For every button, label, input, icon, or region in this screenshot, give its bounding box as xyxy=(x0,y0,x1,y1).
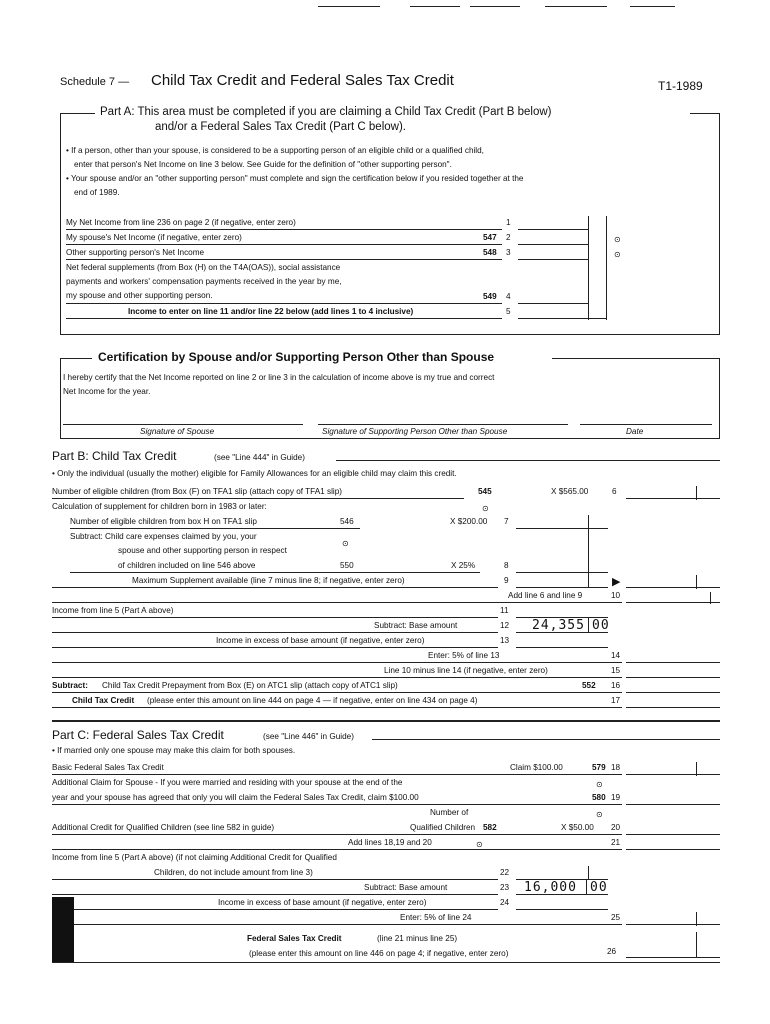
frame-line xyxy=(52,962,720,963)
circle-marker-icon: ⊙ xyxy=(614,235,621,244)
line-21-label: Add lines 18,19 and 20 xyxy=(348,838,432,847)
line-1-label: My Net Income from line 236 on page 2 (if negative, enter zero) xyxy=(66,218,296,227)
top-rule xyxy=(545,6,607,7)
line-2-number: 2 xyxy=(506,233,511,242)
line-12-cents: 00 xyxy=(592,618,610,633)
line-18-number: 18 xyxy=(611,763,621,772)
row-rule xyxy=(66,229,502,230)
line-2-field[interactable] xyxy=(518,244,588,245)
row-rule xyxy=(66,318,502,319)
line-11-label: Income from line 5 (Part A above) xyxy=(52,606,174,615)
row-rule xyxy=(52,632,498,633)
line-10-number: 10 xyxy=(611,591,621,600)
row-rule xyxy=(52,677,622,678)
supplement-label: Calculation of supplement for children born in 1983 or later: xyxy=(52,502,267,511)
line-17-title: Child Tax Credit xyxy=(72,696,135,705)
cents-divider xyxy=(588,866,589,880)
line-3-label: Other supporting person's Net Income xyxy=(66,248,205,257)
line-8-label: of children included on line 546 above xyxy=(118,561,256,570)
line-23-amount: 16,000 xyxy=(524,880,577,895)
frame-line xyxy=(336,460,720,461)
frame-line xyxy=(60,334,720,335)
cents-divider xyxy=(696,486,697,500)
line-19-number: 19 xyxy=(611,793,621,802)
schedule-number: Schedule 7 — xyxy=(60,76,130,88)
row-rule xyxy=(66,244,502,245)
cents-divider xyxy=(710,592,711,604)
part-b-heading: Part B: Child Tax Credit xyxy=(52,449,177,463)
line-8-code: 550 xyxy=(340,561,354,570)
part-b-note: (see "Line 444" in Guide) xyxy=(214,453,305,462)
part-c-note: (see "Line 446" in Guide) xyxy=(263,732,354,741)
line-1-number: 1 xyxy=(506,218,511,227)
row-rule xyxy=(516,894,608,895)
circle-marker-icon: ⊙ xyxy=(342,539,349,548)
part-a-bullet: enter that person's Net Income on line 3 below. See Guide for the definition of "other supporting person". xyxy=(74,160,452,169)
row-rule xyxy=(52,849,622,850)
line-20-field[interactable] xyxy=(626,834,720,835)
line-6-number: 6 xyxy=(612,487,617,496)
line-1-field[interactable] xyxy=(518,229,588,230)
line-25-number: 25 xyxy=(611,913,621,922)
line-15-field[interactable] xyxy=(626,677,720,678)
circle-marker-icon: ⊙ xyxy=(614,250,621,259)
line-25-field[interactable] xyxy=(626,924,720,925)
line-13-label: Income in excess of base amount (if negative, enter zero) xyxy=(216,636,425,645)
row-rule xyxy=(70,572,480,573)
cents-divider xyxy=(586,880,587,894)
line-4-label: Net federal supplements (from Box (H) on the T4A(OAS)), social assistance xyxy=(66,263,341,272)
row-rule xyxy=(66,303,502,304)
line-4-code: 549 xyxy=(483,292,497,301)
line-4-label: payments and workers' compensation payments received in the year by me, xyxy=(66,277,342,286)
line-5-label: Income to enter on line 11 and/or line 22 below (add lines 1 to 4 inclusive) xyxy=(128,307,414,316)
line-19-label: Additional Claim for Spouse - If you were married and residing with your spouse at the end of the xyxy=(52,778,403,787)
line-18-code: 579 xyxy=(592,763,606,772)
row-rule xyxy=(52,879,498,880)
line-9-label: Maximum Supplement available (line 7 minus line 8; if negative, enter zero) xyxy=(132,576,405,585)
line-2-label: My spouse's Net Income (if negative, enter zero) xyxy=(66,233,242,242)
line-16-subtract: Subtract: xyxy=(52,681,88,690)
date-field[interactable] xyxy=(580,424,712,425)
row-rule xyxy=(52,617,498,618)
row-rule xyxy=(52,924,622,925)
line-7-rate: X $200.00 xyxy=(450,517,488,526)
line-20-number: 20 xyxy=(611,823,621,832)
line-15-label: Line 10 minus line 14 (if negative, enter zero) xyxy=(384,666,548,675)
line-4-number: 4 xyxy=(506,292,511,301)
row-rule xyxy=(52,894,498,895)
certification-heading: Certification by Spouse and/or Supporting Person Other than Spouse xyxy=(98,350,495,364)
part-c-heading: Part C: Federal Sales Tax Credit xyxy=(52,728,224,742)
circle-marker-icon: ⊙ xyxy=(596,810,603,819)
line-26-instruction: (please enter this amount on line 446 on page 4; if negative, enter zero) xyxy=(249,949,509,958)
line-22-label: Children, do not include amount from line 3) xyxy=(154,868,313,877)
frame-line xyxy=(60,113,61,335)
line-26-number: 26 xyxy=(607,947,617,956)
black-margin-bar xyxy=(52,897,74,962)
row-rule xyxy=(52,587,498,588)
other-signature-field[interactable] xyxy=(318,424,568,425)
line-18-claim: Claim $100.00 xyxy=(510,763,563,772)
part-a-bullet: • If a person, other than your spouse, is considered to be a supporting person of an eligible child or a qualified child, xyxy=(66,146,484,155)
frame-line xyxy=(719,113,720,335)
certification-text: I hereby certify that the Net Income reported on line 2 or line 3 in the calculation of income above is my true and correct xyxy=(63,373,495,382)
line-14-label: Enter: 5% of line 13 xyxy=(428,651,500,660)
line-3-code: 548 xyxy=(483,248,497,257)
part-a-bullet: end of 1989. xyxy=(74,188,120,197)
line-24-field[interactable] xyxy=(516,909,608,910)
cents-divider xyxy=(696,575,697,589)
row-rule xyxy=(52,692,622,693)
line-17-label: (please enter this amount on line 444 on page 4 — if negative, enter on line 434 on page 4) xyxy=(147,696,478,705)
line-6-label: Number of eligible children (from Box (F) on TFA1 slip (attach copy of TFA1 slip) xyxy=(52,487,343,496)
line-21-field[interactable] xyxy=(626,849,720,850)
row-rule xyxy=(52,602,622,603)
line-11-number: 11 xyxy=(500,606,509,615)
line-13-field[interactable] xyxy=(516,647,608,648)
frame-line xyxy=(552,358,720,359)
frame-line xyxy=(60,358,92,359)
cents-divider xyxy=(696,932,697,958)
line-9-number: 9 xyxy=(504,576,509,585)
line-20-label: Additional Credit for Qualified Children (see line 582 in guide) xyxy=(52,823,275,832)
frame-line xyxy=(60,113,95,114)
spouse-signature-field[interactable] xyxy=(63,424,303,425)
frame-line xyxy=(719,358,720,438)
column-rule xyxy=(588,515,589,587)
line-7-label: Number of eligible children from box H on TFA1 slip xyxy=(70,517,257,526)
line-20-qualified: Qualified Children xyxy=(410,823,476,832)
line-19-label: year and your spouse has agreed that only you will claim the Federal Sales Tax Credit, claim $100.00 xyxy=(52,793,419,802)
row-rule xyxy=(516,632,608,633)
line-18-label: Basic Federal Sales Tax Credit xyxy=(52,763,164,772)
line-21-number: 21 xyxy=(611,838,621,847)
line-20-label-top: Number of xyxy=(430,808,469,817)
top-rule xyxy=(410,6,460,7)
line-4-field[interactable] xyxy=(518,303,588,304)
line-2-code: 547 xyxy=(483,233,497,242)
circle-marker-icon: ⊙ xyxy=(482,504,489,513)
row-rule xyxy=(52,647,498,648)
row-rule xyxy=(52,662,622,663)
line-6-rate: X $565.00 xyxy=(551,487,589,496)
spouse-signature-label: Signature of Spouse xyxy=(140,427,215,436)
line-13-number: 13 xyxy=(500,636,510,645)
cents-divider xyxy=(588,618,589,632)
frame-line xyxy=(60,358,61,438)
line-10-field[interactable] xyxy=(626,602,720,603)
line-20-code: 582 xyxy=(483,823,497,832)
line-19-field[interactable] xyxy=(626,804,720,805)
line-16-code: 552 xyxy=(582,681,596,690)
line-8-number: 8 xyxy=(504,561,509,570)
row-rule xyxy=(626,587,720,588)
cents-divider xyxy=(696,912,697,926)
line-20-rate: X $50.00 xyxy=(561,823,594,832)
line-7-code: 546 xyxy=(340,517,354,526)
line-5-number: 5 xyxy=(506,307,511,316)
line-14-number: 14 xyxy=(611,651,621,660)
line-16-field[interactable] xyxy=(626,692,720,693)
line-24-number: 24 xyxy=(500,898,510,907)
top-rule xyxy=(318,6,380,7)
line-17-number: 17 xyxy=(611,696,621,705)
line-18-field[interactable] xyxy=(626,774,720,775)
line-25-label: Enter: 5% of line 24 xyxy=(400,913,472,922)
column-rule xyxy=(606,216,607,320)
line-8-label: Subtract: Child care expenses claimed by you, your xyxy=(70,532,257,541)
top-rule xyxy=(470,6,520,7)
page-title: Child Tax Credit and Federal Sales Tax Credit xyxy=(151,72,454,89)
line-14-field[interactable] xyxy=(626,662,720,663)
line-16-number: 16 xyxy=(611,681,621,690)
row-rule xyxy=(52,834,622,835)
row-rule xyxy=(52,498,464,499)
line-3-number: 3 xyxy=(506,248,511,257)
date-label: Date xyxy=(626,427,644,436)
line-23-label: Subtract: Base amount xyxy=(364,883,448,892)
top-rule xyxy=(630,6,675,7)
part-a-bullet: • Your spouse and/or an "other supporting person" must complete and sign the certification below if you resided together at the xyxy=(66,174,524,183)
frame-line xyxy=(372,739,720,740)
row-rule xyxy=(52,774,622,775)
line-17-field[interactable] xyxy=(626,707,720,708)
part-a-heading-cont: and/or a Federal Sales Tax Credit (Part C below). xyxy=(155,121,406,133)
part-a-heading: Part A: This area must be completed if you are claiming a Child Tax Credit (Part B below) xyxy=(100,106,552,118)
line-26-label: (line 21 minus line 25) xyxy=(377,934,458,943)
line-10-label: Add line 6 and line 9 xyxy=(508,591,583,600)
line-23-cents: 00 xyxy=(590,880,608,895)
part-b-bullet: • Only the individual (usually the mother) eligible for Family Allowances for an eligible child may claim this credit. xyxy=(52,469,457,478)
line-19-code: 580 xyxy=(592,793,606,802)
line-7-number: 7 xyxy=(504,517,509,526)
cents-divider xyxy=(696,762,697,776)
line-16-label: Child Tax Credit Prepayment from Box (E) on ATC1 slip (attach copy of ATC1 slip) xyxy=(102,681,398,690)
frame-line xyxy=(690,113,720,114)
line-12-number: 12 xyxy=(500,621,510,630)
line-15-number: 15 xyxy=(611,666,621,675)
arrow-right-icon: ▶ xyxy=(612,576,621,588)
line-22-number: 22 xyxy=(500,868,510,877)
line-24-label: Income in excess of base amount (if negative, enter zero) xyxy=(218,898,427,907)
row-rule xyxy=(70,528,360,529)
line-7-field[interactable] xyxy=(516,528,608,529)
line-5-field[interactable] xyxy=(518,318,606,319)
section-divider xyxy=(52,720,720,722)
line-8-field[interactable] xyxy=(516,572,608,573)
line-8-label: spouse and other supporting person in respect xyxy=(118,546,287,555)
line-3-field[interactable] xyxy=(518,259,588,260)
column-rule xyxy=(588,216,589,320)
line-6-field[interactable] xyxy=(626,498,720,499)
certification-text: Net Income for the year. xyxy=(63,387,151,396)
row-rule xyxy=(52,909,498,910)
line-8-rate: X 25% xyxy=(451,561,476,570)
line-6-code: 545 xyxy=(478,487,492,496)
frame-line xyxy=(60,438,720,439)
other-signature-label: Signature of Supporting Person Other than Spouse xyxy=(322,427,508,436)
line-22-label: Income from line 5 (Part A above) (if not claiming Additional Credit for Qualified xyxy=(52,853,337,862)
form-code: T1-1989 xyxy=(658,79,703,93)
circle-marker-icon: ⊙ xyxy=(596,780,603,789)
line-4-label: my spouse and other supporting person. xyxy=(66,291,213,300)
line-12-label: Subtract: Base amount xyxy=(374,621,458,630)
line-26-field[interactable] xyxy=(626,957,720,958)
circle-marker-icon: ⊙ xyxy=(476,840,483,849)
line-23-number: 23 xyxy=(500,883,510,892)
line-26-title: Federal Sales Tax Credit xyxy=(247,934,342,943)
row-rule xyxy=(66,259,502,260)
line-9-field[interactable] xyxy=(516,587,608,588)
row-rule xyxy=(52,707,622,708)
row-rule xyxy=(52,804,622,805)
part-c-bullet: • If married only one spouse may make this claim for both spouses. xyxy=(52,746,296,755)
line-12-amount: 24,355 xyxy=(532,618,585,633)
